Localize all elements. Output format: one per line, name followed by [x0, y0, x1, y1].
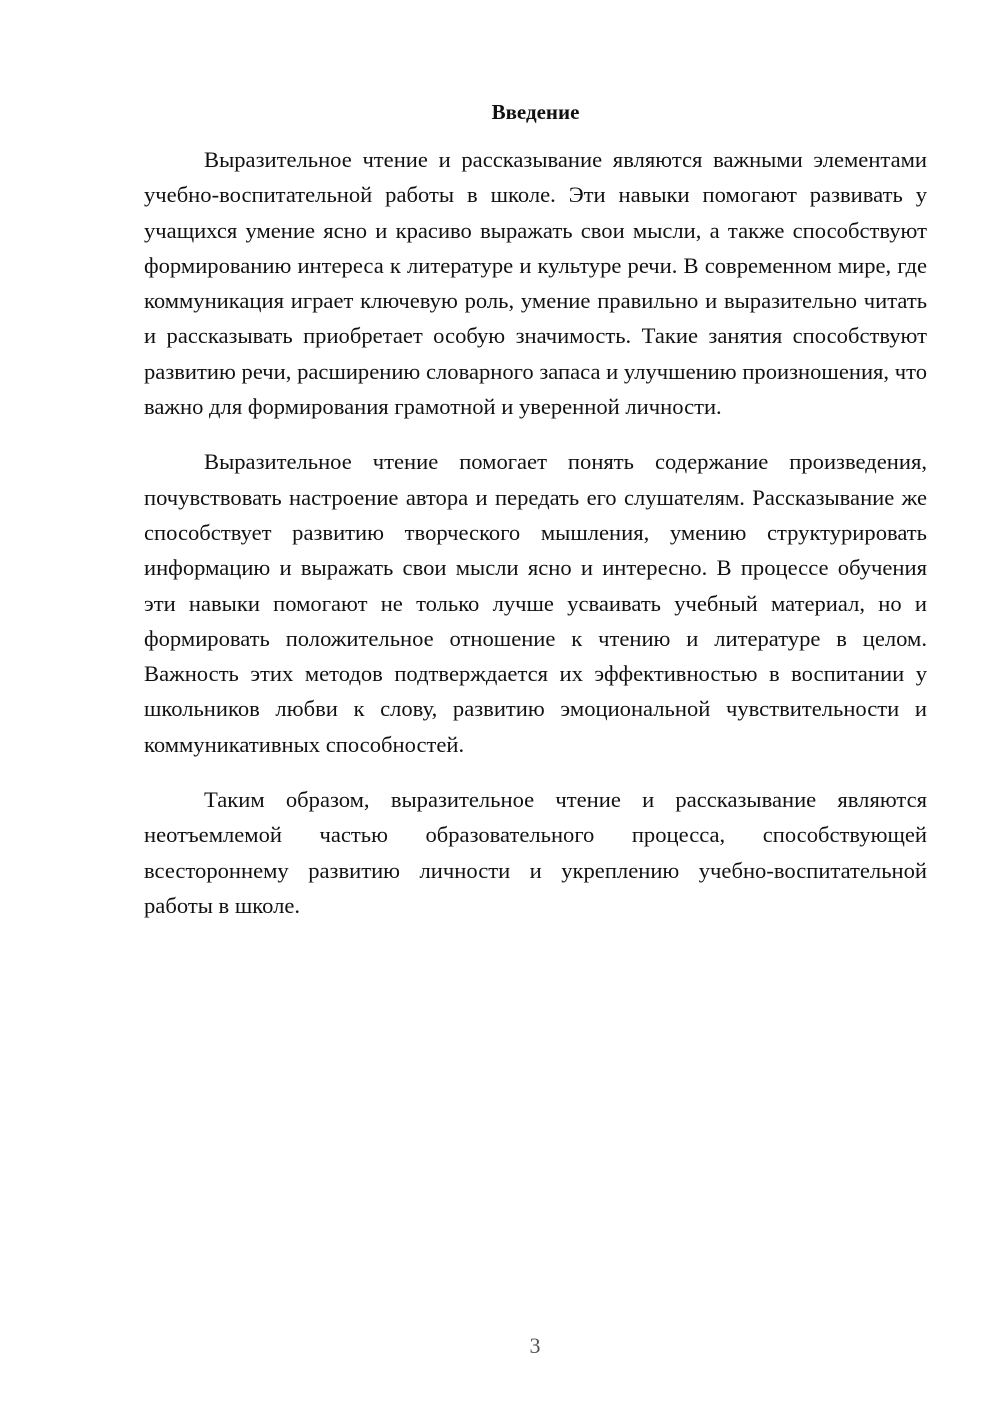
document-body [144, 142, 927, 923]
page-title: Введение [491, 100, 580, 124]
paragraph-2: Выразительное чтение помогает понять содержание произведения, почувствовать настроение автора и передать его слушателям. Рассказывание же способствует развитию творческого мышления, умению структурировать информацию и выражать свои мысли ясно и интересно. В процессе обучения эти навыки помогают не только лучше усваивать учебный материал, но и формировать положительное отношение к чтению и литературе в целом. Важность этих методов подтверждается их эффективностью в воспитании у школьников любви к слову, развитию эмоциональной чувствительности и коммуникативных способностей. [144, 449, 927, 757]
page-number: 3 [529, 1333, 541, 1358]
paragraph-3: Таким образом, выразительное чтение и рассказывание являются неотъемлемой частью образовательного процесса, способствующей всестороннему развитию личности и укреплению учебно-воспитательной работы в школе. [144, 787, 927, 918]
paragraph-1: Выразительное чтение и рассказывание являются важными элементами учебно-воспитательной работы в школе. Эти навыки помогают развивать у учащихся умение ясно и красиво выражать свои мысли, а также способствуют формированию интереса к литературе и культуре речи. В современном мире, где коммуникация играет ключевую роль, умение правильно и выразительно читать и рассказывать приобретает особую значимость. Такие занятия способствуют развитию речи, расширению словарного запаса и улучшению произношения, что важно для формирования грамотной и уверенной личности. [144, 147, 927, 420]
